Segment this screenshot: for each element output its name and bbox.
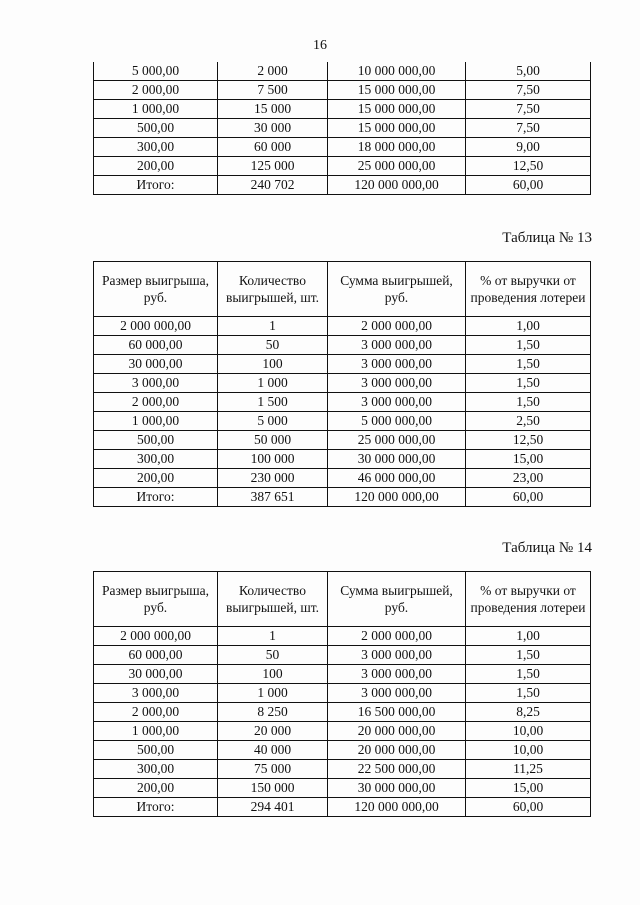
header-prize-count: Количество выигрышей, шт. bbox=[218, 572, 328, 627]
cell-prize-sum: 2 000 000,00 bbox=[328, 627, 466, 646]
cell-prize-count: 240 702 bbox=[218, 176, 328, 195]
table-14-caption: Таблица № 14 bbox=[502, 540, 592, 556]
cell-prize-size: 300,00 bbox=[94, 138, 218, 157]
cell-prize-sum: 3 000 000,00 bbox=[328, 646, 466, 665]
cell-prize-size: 2 000 000,00 bbox=[94, 627, 218, 646]
cell-revenue-percent: 1,50 bbox=[466, 665, 591, 684]
cell-prize-size: 1 000,00 bbox=[94, 722, 218, 741]
cell-revenue-percent: 1,50 bbox=[466, 393, 591, 412]
cell-revenue-percent: 23,00 bbox=[466, 469, 591, 488]
cell-prize-sum: 46 000 000,00 bbox=[328, 469, 466, 488]
cell-prize-size: 500,00 bbox=[94, 741, 218, 760]
table-row bbox=[94, 779, 591, 798]
cell-revenue-percent: 12,50 bbox=[466, 431, 591, 450]
table-row bbox=[94, 355, 591, 374]
cell-prize-sum: 5 000 000,00 bbox=[328, 412, 466, 431]
cell-prize-size: Итого: bbox=[94, 176, 218, 195]
cell-prize-count: 100 bbox=[218, 355, 328, 374]
cell-prize-count: 1 bbox=[218, 317, 328, 336]
cell-prize-count: 8 250 bbox=[218, 703, 328, 722]
cell-prize-size: 300,00 bbox=[94, 760, 218, 779]
cell-prize-size: 500,00 bbox=[94, 119, 218, 138]
table-row bbox=[94, 760, 591, 779]
table-row bbox=[94, 336, 591, 355]
header-prize-count: Количество выигрышей, шт. bbox=[218, 262, 328, 317]
cell-prize-sum: 120 000 000,00 bbox=[328, 798, 466, 817]
cell-prize-count: 50 000 bbox=[218, 431, 328, 450]
table-14 bbox=[93, 571, 591, 817]
table-row bbox=[94, 627, 591, 646]
cell-prize-count: 230 000 bbox=[218, 469, 328, 488]
cell-prize-size: 2 000,00 bbox=[94, 703, 218, 722]
cell-prize-sum: 120 000 000,00 bbox=[328, 176, 466, 195]
cell-prize-size: 60 000,00 bbox=[94, 646, 218, 665]
table-body bbox=[94, 62, 591, 195]
cell-prize-size: 200,00 bbox=[94, 779, 218, 798]
cell-revenue-percent: 7,50 bbox=[466, 119, 591, 138]
cell-prize-count: 294 401 bbox=[218, 798, 328, 817]
table-body bbox=[94, 317, 591, 507]
cell-prize-count: 100 000 bbox=[218, 450, 328, 469]
table-row bbox=[94, 100, 591, 119]
cell-prize-sum: 20 000 000,00 bbox=[328, 722, 466, 741]
cell-revenue-percent: 12,50 bbox=[466, 157, 591, 176]
table-row bbox=[94, 703, 591, 722]
cell-prize-size: 5 000,00 bbox=[94, 62, 218, 81]
table-13 bbox=[93, 261, 591, 507]
cell-prize-count: 1 000 bbox=[218, 684, 328, 703]
cell-prize-sum: 120 000 000,00 bbox=[328, 488, 466, 507]
table-row bbox=[94, 317, 591, 336]
cell-prize-count: 2 000 bbox=[218, 62, 328, 81]
cell-prize-sum: 3 000 000,00 bbox=[328, 355, 466, 374]
cell-revenue-percent: 1,50 bbox=[466, 336, 591, 355]
cell-prize-sum: 3 000 000,00 bbox=[328, 684, 466, 703]
cell-revenue-percent: 1,50 bbox=[466, 646, 591, 665]
cell-prize-count: 40 000 bbox=[218, 741, 328, 760]
page-number: 16 bbox=[313, 38, 327, 53]
cell-prize-sum: 25 000 000,00 bbox=[328, 157, 466, 176]
cell-revenue-percent: 11,25 bbox=[466, 760, 591, 779]
total-row bbox=[94, 176, 591, 195]
cell-prize-size: Итого: bbox=[94, 488, 218, 507]
cell-prize-sum: 10 000 000,00 bbox=[328, 62, 466, 81]
cell-prize-size: 300,00 bbox=[94, 450, 218, 469]
cell-prize-count: 30 000 bbox=[218, 119, 328, 138]
table-12-continued bbox=[93, 62, 591, 195]
table-row bbox=[94, 119, 591, 138]
cell-revenue-percent: 15,00 bbox=[466, 450, 591, 469]
cell-prize-sum: 3 000 000,00 bbox=[328, 665, 466, 684]
cell-prize-sum: 3 000 000,00 bbox=[328, 393, 466, 412]
cell-revenue-percent: 1,00 bbox=[466, 627, 591, 646]
total-row bbox=[94, 798, 591, 817]
cell-prize-sum: 30 000 000,00 bbox=[328, 450, 466, 469]
total-row bbox=[94, 488, 591, 507]
table-row bbox=[94, 646, 591, 665]
cell-prize-count: 100 bbox=[218, 665, 328, 684]
cell-prize-sum: 22 500 000,00 bbox=[328, 760, 466, 779]
cell-prize-size: 30 000,00 bbox=[94, 665, 218, 684]
cell-prize-count: 1 500 bbox=[218, 393, 328, 412]
table-row bbox=[94, 431, 591, 450]
cell-prize-count: 7 500 bbox=[218, 81, 328, 100]
cell-revenue-percent: 1,00 bbox=[466, 317, 591, 336]
cell-prize-count: 60 000 bbox=[218, 138, 328, 157]
cell-prize-size: 2 000,00 bbox=[94, 393, 218, 412]
cell-prize-size: 200,00 bbox=[94, 157, 218, 176]
table-row bbox=[94, 722, 591, 741]
cell-revenue-percent: 15,00 bbox=[466, 779, 591, 798]
cell-revenue-percent: 7,50 bbox=[466, 100, 591, 119]
table-row bbox=[94, 469, 591, 488]
cell-prize-sum: 15 000 000,00 bbox=[328, 119, 466, 138]
table-body bbox=[94, 627, 591, 817]
cell-prize-count: 50 bbox=[218, 646, 328, 665]
cell-prize-size: 1 000,00 bbox=[94, 412, 218, 431]
cell-revenue-percent: 7,50 bbox=[466, 81, 591, 100]
cell-prize-sum: 30 000 000,00 bbox=[328, 779, 466, 798]
cell-prize-sum: 3 000 000,00 bbox=[328, 336, 466, 355]
cell-revenue-percent: 60,00 bbox=[466, 488, 591, 507]
cell-prize-size: Итого: bbox=[94, 798, 218, 817]
table-row bbox=[94, 374, 591, 393]
cell-prize-count: 150 000 bbox=[218, 779, 328, 798]
header-prize-sum: Сумма выигрышей, руб. bbox=[328, 572, 466, 627]
header-prize-size: Размер выигрыша, руб. bbox=[94, 572, 218, 627]
header-revenue-percent: % от выручки от проведения лотереи bbox=[466, 572, 591, 627]
cell-revenue-percent: 8,25 bbox=[466, 703, 591, 722]
cell-prize-size: 60 000,00 bbox=[94, 336, 218, 355]
table-row bbox=[94, 62, 591, 81]
table-13-caption: Таблица № 13 bbox=[502, 230, 592, 246]
cell-prize-size: 2 000 000,00 bbox=[94, 317, 218, 336]
table-header-row bbox=[94, 572, 591, 627]
table-row bbox=[94, 81, 591, 100]
cell-prize-count: 75 000 bbox=[218, 760, 328, 779]
cell-revenue-percent: 9,00 bbox=[466, 138, 591, 157]
cell-revenue-percent: 5,00 bbox=[466, 62, 591, 81]
cell-prize-count: 20 000 bbox=[218, 722, 328, 741]
header-revenue-percent: % от выручки от проведения лотереи bbox=[466, 262, 591, 317]
cell-prize-count: 387 651 bbox=[218, 488, 328, 507]
table-row bbox=[94, 393, 591, 412]
cell-prize-sum: 25 000 000,00 bbox=[328, 431, 466, 450]
table-row bbox=[94, 138, 591, 157]
cell-prize-count: 1 bbox=[218, 627, 328, 646]
table-header-row bbox=[94, 262, 591, 317]
table-row bbox=[94, 665, 591, 684]
table-row bbox=[94, 684, 591, 703]
cell-prize-size: 3 000,00 bbox=[94, 374, 218, 393]
header-prize-size: Размер выигрыша, руб. bbox=[94, 262, 218, 317]
table-row bbox=[94, 157, 591, 176]
cell-prize-size: 500,00 bbox=[94, 431, 218, 450]
cell-prize-sum: 20 000 000,00 bbox=[328, 741, 466, 760]
table-row bbox=[94, 450, 591, 469]
cell-revenue-percent: 1,50 bbox=[466, 374, 591, 393]
cell-revenue-percent: 1,50 bbox=[466, 684, 591, 703]
cell-prize-sum: 16 500 000,00 bbox=[328, 703, 466, 722]
cell-revenue-percent: 1,50 bbox=[466, 355, 591, 374]
cell-prize-size: 3 000,00 bbox=[94, 684, 218, 703]
cell-prize-size: 30 000,00 bbox=[94, 355, 218, 374]
cell-prize-count: 15 000 bbox=[218, 100, 328, 119]
cell-revenue-percent: 60,00 bbox=[466, 176, 591, 195]
cell-prize-count: 125 000 bbox=[218, 157, 328, 176]
cell-revenue-percent: 10,00 bbox=[466, 741, 591, 760]
cell-prize-count: 50 bbox=[218, 336, 328, 355]
cell-revenue-percent: 2,50 bbox=[466, 412, 591, 431]
cell-prize-count: 5 000 bbox=[218, 412, 328, 431]
cell-prize-sum: 15 000 000,00 bbox=[328, 100, 466, 119]
cell-prize-count: 1 000 bbox=[218, 374, 328, 393]
cell-prize-sum: 3 000 000,00 bbox=[328, 374, 466, 393]
cell-revenue-percent: 10,00 bbox=[466, 722, 591, 741]
cell-prize-sum: 18 000 000,00 bbox=[328, 138, 466, 157]
table-row bbox=[94, 741, 591, 760]
header-prize-sum: Сумма выигрышей, руб. bbox=[328, 262, 466, 317]
cell-prize-size: 2 000,00 bbox=[94, 81, 218, 100]
cell-revenue-percent: 60,00 bbox=[466, 798, 591, 817]
cell-prize-sum: 2 000 000,00 bbox=[328, 317, 466, 336]
table-row bbox=[94, 412, 591, 431]
cell-prize-size: 1 000,00 bbox=[94, 100, 218, 119]
cell-prize-size: 200,00 bbox=[94, 469, 218, 488]
cell-prize-sum: 15 000 000,00 bbox=[328, 81, 466, 100]
